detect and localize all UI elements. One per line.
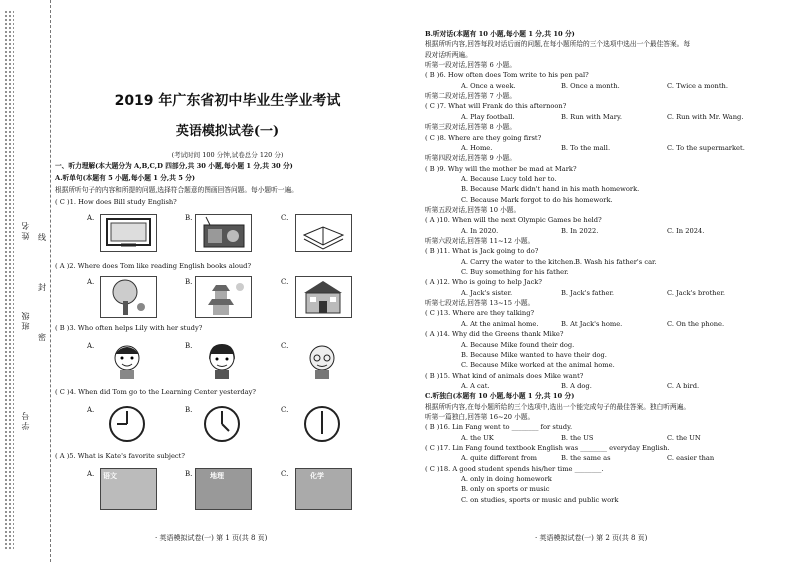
line-q14c: C. Because Mike worked at the animal home.	[461, 361, 615, 370]
line-d1: 听第一段对话,回答第 6 小题。	[425, 61, 516, 70]
line-q14b: B. Because Mike wanted to have their dog.	[461, 350, 607, 359]
line-q9: ( B )9. Why will the mother be mad at Mark?	[425, 164, 577, 173]
line-q7b: B. Run with Mary.	[561, 112, 622, 121]
line-q15c: C. A bird.	[667, 381, 700, 390]
q5-opt-b: B.	[185, 470, 193, 478]
line-q9c: C. Because Mark forgot to do his homework.	[461, 195, 613, 204]
q3-opt-c: C.	[281, 342, 289, 350]
number-label: 学号	[21, 410, 30, 430]
question-5: ( A )5. What is Kate's favorite subject?	[55, 452, 185, 460]
line-q8a: A. Home.	[461, 143, 493, 152]
clock-icon	[100, 404, 155, 444]
q1-opt-b: B.	[185, 214, 193, 222]
line-q10a: A. In 2020.	[461, 226, 499, 235]
line-q6: ( B )6. How often does Tom write to his pen pal?	[425, 71, 589, 80]
q4-opt-a: A.	[87, 406, 95, 414]
clock-icon	[295, 404, 350, 444]
line-q17: ( C )17. Lin Fang found textbook English was ________ everyday English.	[425, 444, 670, 452]
line-q18b: B. only on sports or music	[461, 485, 550, 494]
line-d2: 听第二段对话,回答第 7 小题。	[425, 92, 516, 101]
seal-line-3: 密	[38, 333, 46, 342]
line-q8c: C. To the supermarket.	[667, 143, 745, 152]
line-q12c: C. Jack's brother.	[667, 288, 726, 297]
q1-opt-c: C.	[281, 214, 289, 222]
question-4: ( C )4. When did Tom go to the Learning Center yesterday?	[55, 388, 257, 396]
line-q7a: A. Play football.	[461, 112, 515, 121]
line-partB_instr2: 段对话听两遍。	[425, 50, 472, 59]
line-d3: 听第三段对话,回答第 8 小题。	[425, 123, 516, 132]
q1-opt-a: A.	[87, 214, 95, 222]
line-d7: 听第七段对话,回答第 13~15 小题。	[425, 299, 535, 308]
clock-icon	[195, 404, 250, 444]
line-q13a: A. At the animal home.	[461, 319, 539, 328]
q2-opt-c: C.	[281, 278, 289, 286]
question-2: ( A )2. Where does Tom like reading English books aloud?	[55, 262, 252, 270]
class-label: 班级	[21, 310, 30, 330]
line-q8: ( C )8. Where are they going first?	[425, 133, 542, 142]
line-q8b: B. To the mall.	[561, 143, 611, 152]
line-d4: 听第四段对话,回答第 9 小题。	[425, 154, 516, 163]
mother-face-icon	[195, 340, 250, 380]
line-q16c: C. the UN	[667, 433, 701, 442]
line-q15a: A. A cat.	[461, 381, 490, 390]
line-q6a: A. Once a week.	[461, 81, 516, 90]
line-q13c: C. On the phone.	[667, 319, 725, 328]
line-q11c: C. Buy something for his father.	[461, 268, 569, 277]
line-partC_instr: 根据所听内容,在每小题所给的三个选项中,选出一个能完成句子的最佳答案。独白听两遍。	[425, 402, 691, 411]
line-q10: ( A )10. When will the next Olympic Games be held?	[425, 216, 602, 225]
exam-title: 2019 年广东省初中毕业生学业考试	[114, 93, 341, 109]
exam-note: (考试时间 100 分钟,试卷总分 120 分)	[171, 151, 284, 159]
q3-opt-a: A.	[87, 342, 95, 350]
book-label-geography: 地理	[210, 471, 224, 480]
line-q15b: B. A dog.	[561, 381, 592, 390]
line-q18: ( C )18. A good student spends his/her time ________.	[425, 464, 604, 473]
partA-heading: A.听单句(本题有 5 小题,每小题 1 分,共 5 分)	[55, 174, 196, 182]
footer-page-2: · 英语模拟试卷(一) 第 2 页(共 8 页)	[535, 534, 648, 542]
line-q11b: B. Wash his father's car.	[575, 257, 657, 266]
line-q12b: B. Jack's father.	[561, 288, 615, 297]
q4-opt-c: C.	[281, 406, 289, 414]
book-icon	[295, 214, 352, 252]
line-q6b: B. Once a month.	[561, 81, 620, 90]
q5-opt-c: C.	[281, 470, 289, 478]
line-q13b: B. At Jack's home.	[561, 319, 623, 328]
book-label-chinese: 语文	[103, 471, 117, 480]
line-q9b: B. Because Mark didn't hand in his math homework.	[461, 185, 640, 194]
line-q16a: A. the UK	[461, 433, 494, 442]
line-d8: 听第一篇独白,回答第 16~20 小题。	[425, 412, 535, 421]
line-q16: ( B )16. Lin Fang went to ________ for study.	[425, 423, 573, 432]
name-label: 姓名	[21, 220, 30, 240]
line-q16b: B. the US	[561, 433, 594, 442]
line-q17a: A. quite different from	[461, 454, 538, 463]
line-q18a: A. only in doing homework	[461, 475, 552, 484]
question-1: ( C )1. How does Bill study English?	[55, 198, 177, 206]
line-q10b: B. In 2022.	[561, 226, 599, 235]
line-partB_instr1: 根据所听内容,回答每段对话后面的问题,在每小题所给的三个选项中选出一个最佳答案。每	[425, 40, 691, 49]
line-d5: 听第五段对话,回答第 10 小题。	[425, 205, 521, 214]
footer-page-1: · 英语模拟试卷(一) 第 1 页(共 8 页)	[155, 534, 268, 542]
q3-opt-b: B.	[185, 342, 193, 350]
line-q9a: A. Because Lucy told her to.	[461, 174, 557, 183]
line-q6c: C. Twice a month.	[667, 81, 728, 90]
line-q10c: C. In 2024.	[667, 226, 705, 235]
boy-face-icon	[100, 340, 155, 380]
chinese-book-icon	[100, 468, 157, 510]
line-q18c: C. on studies, sports or music and public work	[461, 495, 619, 504]
seal-line-2: 封	[38, 283, 46, 292]
line-q11a: A. Carry the water to the kitchen.	[461, 257, 576, 266]
page-2	[425, 0, 790, 562]
exam-subtitle: 英语模拟试卷(一)	[175, 124, 280, 139]
page-1	[55, 0, 400, 562]
pagoda-icon	[195, 276, 252, 318]
line-q7c: C. Run with Mr. Wang.	[667, 112, 744, 121]
seal-line-1: 线	[38, 233, 46, 242]
q2-opt-b: B.	[185, 278, 193, 286]
section1-heading: 一、听力理解(本大题分为 A,B,C,D 四部分,共 30 小题,每小题 1 分,共 30 分)	[55, 162, 293, 170]
tree-icon	[100, 276, 157, 318]
geography-book-icon	[195, 468, 252, 510]
line-q12: ( A )12. Who is going to help Jack?	[425, 278, 542, 287]
school-icon	[295, 276, 352, 318]
grandpa-face-icon	[295, 340, 350, 380]
q5-opt-a: A.	[87, 470, 95, 478]
q4-opt-b: B.	[185, 406, 193, 414]
radio-icon	[195, 214, 252, 252]
line-q12a: A. Jack's sister.	[461, 288, 513, 297]
book-label-chemistry: 化学	[310, 471, 324, 480]
line-partC: C.听独白(本题有 10 小题,每小题 1 分,共 10 分)	[425, 392, 575, 401]
line-q13: ( C )13. Where are they talking?	[425, 309, 535, 318]
line-q17c: C. easier than	[667, 454, 715, 463]
line-q14: ( A )14. Why did the Greens thank Mike?	[425, 330, 564, 339]
partA-instructions: 根据所听句子的内容和所提的问题,选择符合题意的图画回答问题。每小题听一遍。	[55, 186, 298, 194]
tv-icon	[100, 214, 157, 252]
line-q7: ( C )7. What will Frank do this afternoon?	[425, 102, 567, 111]
line-q17b: B. the same as	[561, 454, 611, 463]
q2-opt-a: A.	[87, 278, 95, 286]
chemistry-book-icon	[295, 468, 352, 510]
question-3: ( B )3. Who often helps Lily with her study?	[55, 324, 203, 332]
binding-margin	[0, 0, 51, 562]
line-q15: ( B )15. What kind of animals does Mike want?	[425, 371, 584, 380]
line-q14a: A. Because Mike found their dog.	[461, 340, 575, 349]
binding-dots	[4, 10, 14, 550]
line-d6: 听第六段对话,回答第 11~12 小题。	[425, 237, 535, 245]
line-q11: ( B )11. What is Jack going to do?	[425, 247, 539, 256]
line-partB: B.听对话(本题有 10 小题,每小题 1 分,共 10 分)	[425, 30, 575, 38]
